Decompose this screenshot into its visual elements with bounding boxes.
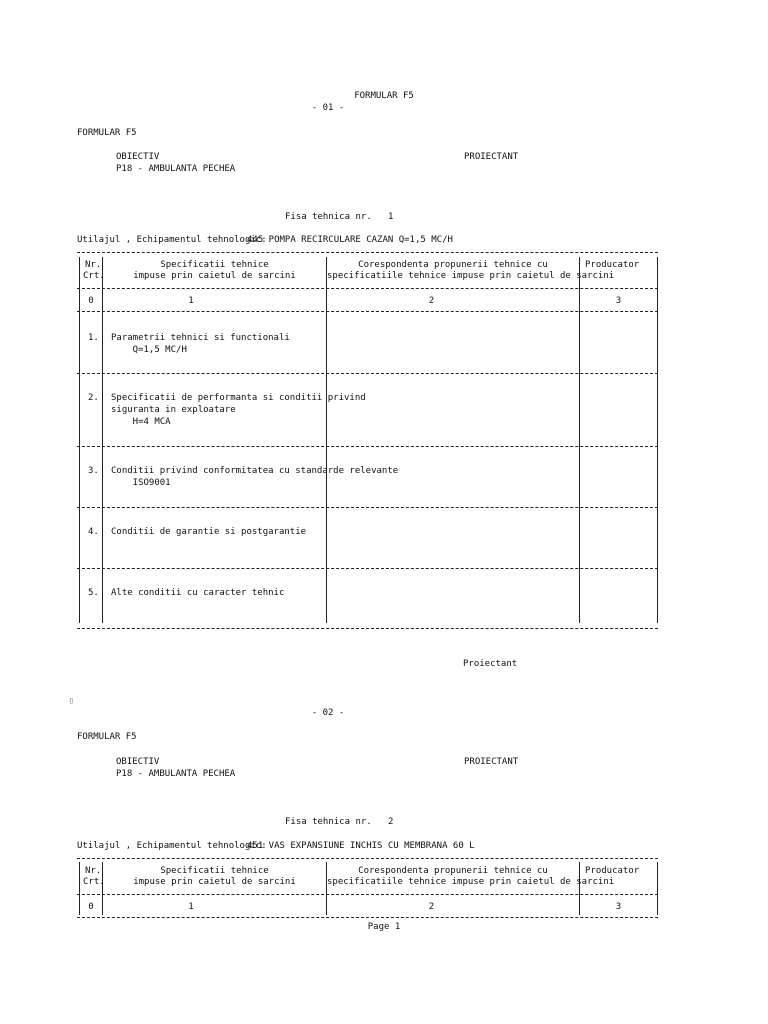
row-spec-line: ISO9001 xyxy=(111,478,171,488)
utilaj-label-2: Utilajul , Echipamentul tehnologic: xyxy=(77,841,267,851)
proiectant-label: PROIECTANT xyxy=(464,152,519,162)
page-marker-2: - 02 - xyxy=(311,708,345,718)
utilaj-value: 445 POMPA RECIRCULARE CAZAN Q=1,5 MC/H xyxy=(247,235,453,245)
table-col-rule xyxy=(79,257,80,623)
table-rule xyxy=(77,507,658,508)
table-col-rule xyxy=(579,257,580,623)
header-producator: Producator xyxy=(585,866,640,876)
utilaj-label: Utilajul , Echipamentul tehnologic: xyxy=(77,235,267,245)
header-coresp-line1: Corespondenta propunerii tehnice cu xyxy=(358,260,548,270)
header-producator: Producator xyxy=(585,260,640,270)
table-rule xyxy=(77,311,658,312)
index-cell: 3 xyxy=(615,902,622,912)
header-coresp-line1: Corespondenta propunerii tehnice cu xyxy=(358,866,548,876)
fisa-title: Fisa tehnica nr. 1 xyxy=(285,212,394,222)
table-rule xyxy=(77,894,658,895)
header-coresp-line2: specificatiile tehnice impuse prin caietul de sarcini xyxy=(327,271,615,281)
row-spec-line: H=4 MCA xyxy=(111,417,171,427)
page-break-icon: ▯ xyxy=(69,696,74,705)
row-number: 3. xyxy=(88,466,99,476)
row-spec-line: Conditii de garantie si postgarantie xyxy=(111,527,307,537)
form-title: FORMULAR F5 xyxy=(354,91,414,101)
table-rule xyxy=(77,373,658,374)
table-rule xyxy=(77,252,658,253)
index-cell: 1 xyxy=(188,296,194,306)
row-number: 2. xyxy=(88,393,99,403)
index-cell: 0 xyxy=(88,296,94,306)
index-cell: 0 xyxy=(88,902,94,912)
objectiv-label: OBIECTIV xyxy=(116,152,160,162)
index-cell: 1 xyxy=(188,902,194,912)
form-label-2: FORMULAR F5 xyxy=(77,732,137,742)
page-marker: - 01 - xyxy=(311,103,345,113)
table-rule xyxy=(77,446,658,447)
table-col-rule xyxy=(657,862,658,915)
header-nr: Nr. xyxy=(85,260,102,270)
row-spec-line: Specificatii de performanta si conditii privind xyxy=(111,393,366,403)
row-spec-line: Conditii privind conformitatea cu standarde relevante xyxy=(111,466,399,476)
row-number: 1. xyxy=(88,333,99,343)
form-label: FORMULAR F5 xyxy=(77,128,137,138)
table-rule xyxy=(77,917,658,918)
header-spec-line2: impuse prin caietul de sarcini xyxy=(133,877,296,887)
row-spec-line: Q=1,5 MC/H xyxy=(111,345,187,355)
index-cell: 2 xyxy=(428,902,435,912)
row-number: 4. xyxy=(88,527,99,537)
index-cell: 3 xyxy=(615,296,622,306)
header-spec-line1: Specificatii tehnice xyxy=(160,260,269,270)
table-col-rule xyxy=(657,257,658,623)
page-footer: Page 1 xyxy=(367,922,401,932)
objectiv-value-2: P18 - AMBULANTA PECHEA xyxy=(116,769,236,779)
row-spec-line: Alte conditii cu caracter tehnic xyxy=(111,588,285,598)
row-number: 5. xyxy=(88,588,99,598)
header-coresp-line2: specificatiile tehnice impuse prin caietul de sarcini xyxy=(327,877,615,887)
signature-label: Proiectant xyxy=(463,659,518,669)
table-rule xyxy=(77,568,658,569)
header-crt: Crt. xyxy=(83,877,105,887)
table-col-rule xyxy=(326,257,327,623)
table-rule xyxy=(77,628,658,629)
table-col-rule xyxy=(102,257,103,623)
table-rule xyxy=(77,288,658,289)
fisa-title-2: Fisa tehnica nr. 2 xyxy=(285,817,394,827)
table-rule xyxy=(77,858,658,859)
header-crt: Crt. xyxy=(83,271,105,281)
header-nr: Nr. xyxy=(85,866,102,876)
utilaj-value-2: 451 VAS EXPANSIUNE INCHIS CU MEMBRANA 60 L xyxy=(247,841,475,851)
objectiv-label-2: OBIECTIV xyxy=(116,757,160,767)
row-spec-line: Parametrii tehnici si functionali xyxy=(111,333,290,343)
index-cell: 2 xyxy=(428,296,435,306)
header-spec-line2: impuse prin caietul de sarcini xyxy=(133,271,296,281)
header-spec-line1: Specificatii tehnice xyxy=(160,866,269,876)
proiectant-label-2: PROIECTANT xyxy=(464,757,519,767)
objectiv-value: P18 - AMBULANTA PECHEA xyxy=(116,164,236,174)
row-spec-line: siguranta in exploatare xyxy=(111,405,236,415)
